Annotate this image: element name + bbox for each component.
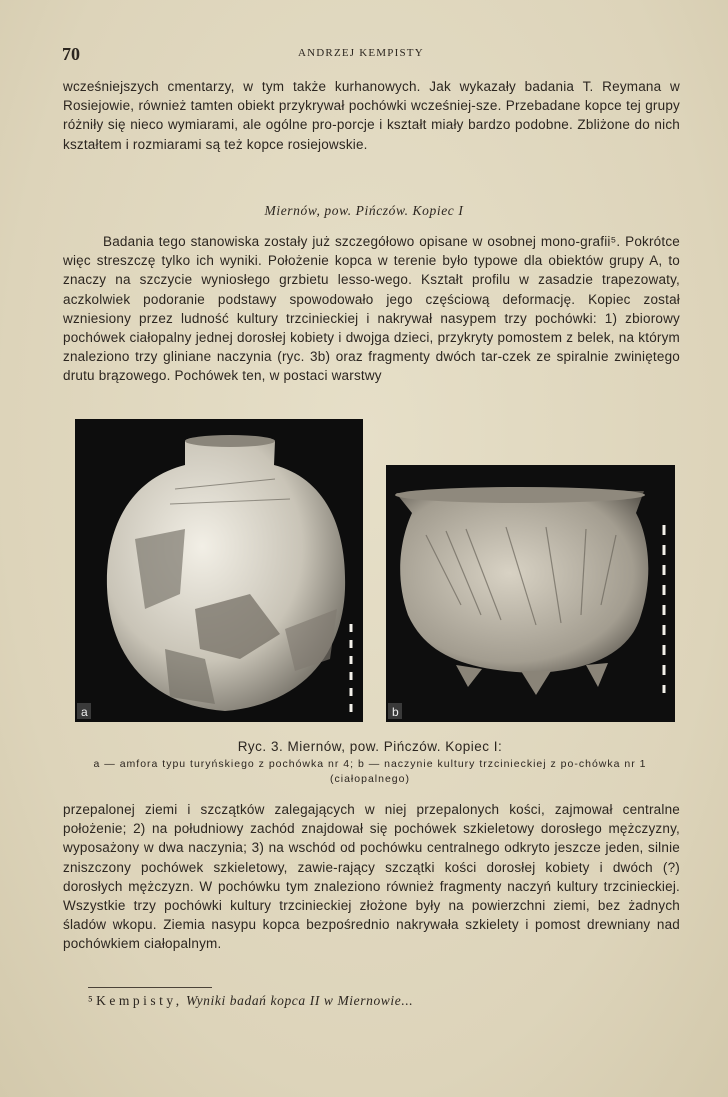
footnote-author: Kempisty, — [96, 993, 183, 1008]
footnote-divider — [88, 987, 212, 988]
photo-trzciniec-vessel — [386, 465, 675, 722]
photo-amphora — [75, 419, 363, 722]
section-title: Miernów, pow. Pińczów. Kopiec I — [264, 203, 464, 218]
running-head: ANDRZEJ KEMPISTY — [298, 47, 424, 59]
intro-paragraph-block — [63, 77, 680, 154]
footnote-marker: ⁵ — [88, 993, 93, 1008]
page-header — [62, 44, 682, 64]
main-paragraph: Badania tego stanowiska zostały już szczegółowo opisane w osobnej mono-grafii⁵. Pokrótce więc streszczę tylko ich wyniki. Położenie kopca w terenie było typowe dla obiektów grupy A, to znaczy na szczycie wyniosłego grzbietu lesso-wego. Kształt profilu w zasadzie trapezowaty, aczkolwiek podoranie podstawy spowodowało jego częściową deformację. Kopiec został wzniesiony przez ludność kultury trzcinieckiej i nakrywał nasypem trzy pochówki: 1) zbiorowy pochówek ciałopalny jednej dorosłej kobiety i dwojga dzieci, przykryty pomostem z belek, na którym znaleziono trzy gliniane naczynia (ryc. 3b) oraz fragmenty dwóch tar-czek ze spiralnie zwiniętego drutu brązowego. Pochówek ten, w postaci warstwy — [63, 234, 680, 384]
figure-caption — [60, 739, 680, 787]
page-number: 70 — [62, 44, 80, 64]
caption-title: Ryc. 3. Miernów, pow. Pińczów. Kopiec I: — [237, 739, 503, 754]
continued-paragraph: przepalonej ziemi i szczątków zalegających w niej przepalonych kości, zajmował centralne położenie; 2) na południowy zachód znajdował się pochówek szkieletowy dorosłego mężczyzny, wyposażony w dwa naczynia; 3) na wschód od pochówku centralnego odkryto jeszcze jeden, silnie zniszczony pochówek szkieletowy, zawie-rający szczątki kości dorosłej kobiety i dwóch (?) dorosłych mężczyzn. W pochówku tym znaleziono również fragmenty naczyń kultury trzcinieckiej. Wszystkie trzy pochówki kultury trzcinieckiej złożone były na powierzchni ziemi, bez żadnych śladów wkopu. Ziemia nasypu kopca bezpośrednio nakrywała szkielety i pomost drewniany nad pochówkiem ciałopalnym. — [63, 802, 680, 952]
amphora-image — [75, 419, 363, 722]
main-paragraph-block — [63, 232, 680, 386]
intro-paragraph: wcześniejszych cmentarzy, w tym także kurhanowych. Jak wykazały badania T. Reymana w Rosiejowie, również tamten obiekt przykrywał pochówki wcześniej-sze. Przebadane kopce tej grupy różniły się nieco wymiarami, ale ogólne pro-porcje i kształt miały bardzo podobne. Zbliżone do nich kształtem i rozmiarami są też kopce rosiejowskie. — [63, 79, 680, 152]
vessel-image — [386, 465, 675, 722]
footnote-title: Wyniki badań kopca II w Miernowie... — [185, 993, 414, 1008]
caption-description: a — amfora typu turyńskiego z pochówka nr 4; b — naczynie kultury trzcinieckiej z po-chówka nr 1 (ciałopalnego) — [93, 758, 647, 785]
photo-b-letter: b — [392, 705, 399, 719]
continued-paragraph-block — [63, 800, 680, 954]
footnote — [88, 993, 688, 1009]
photo-a-letter: a — [81, 705, 88, 719]
